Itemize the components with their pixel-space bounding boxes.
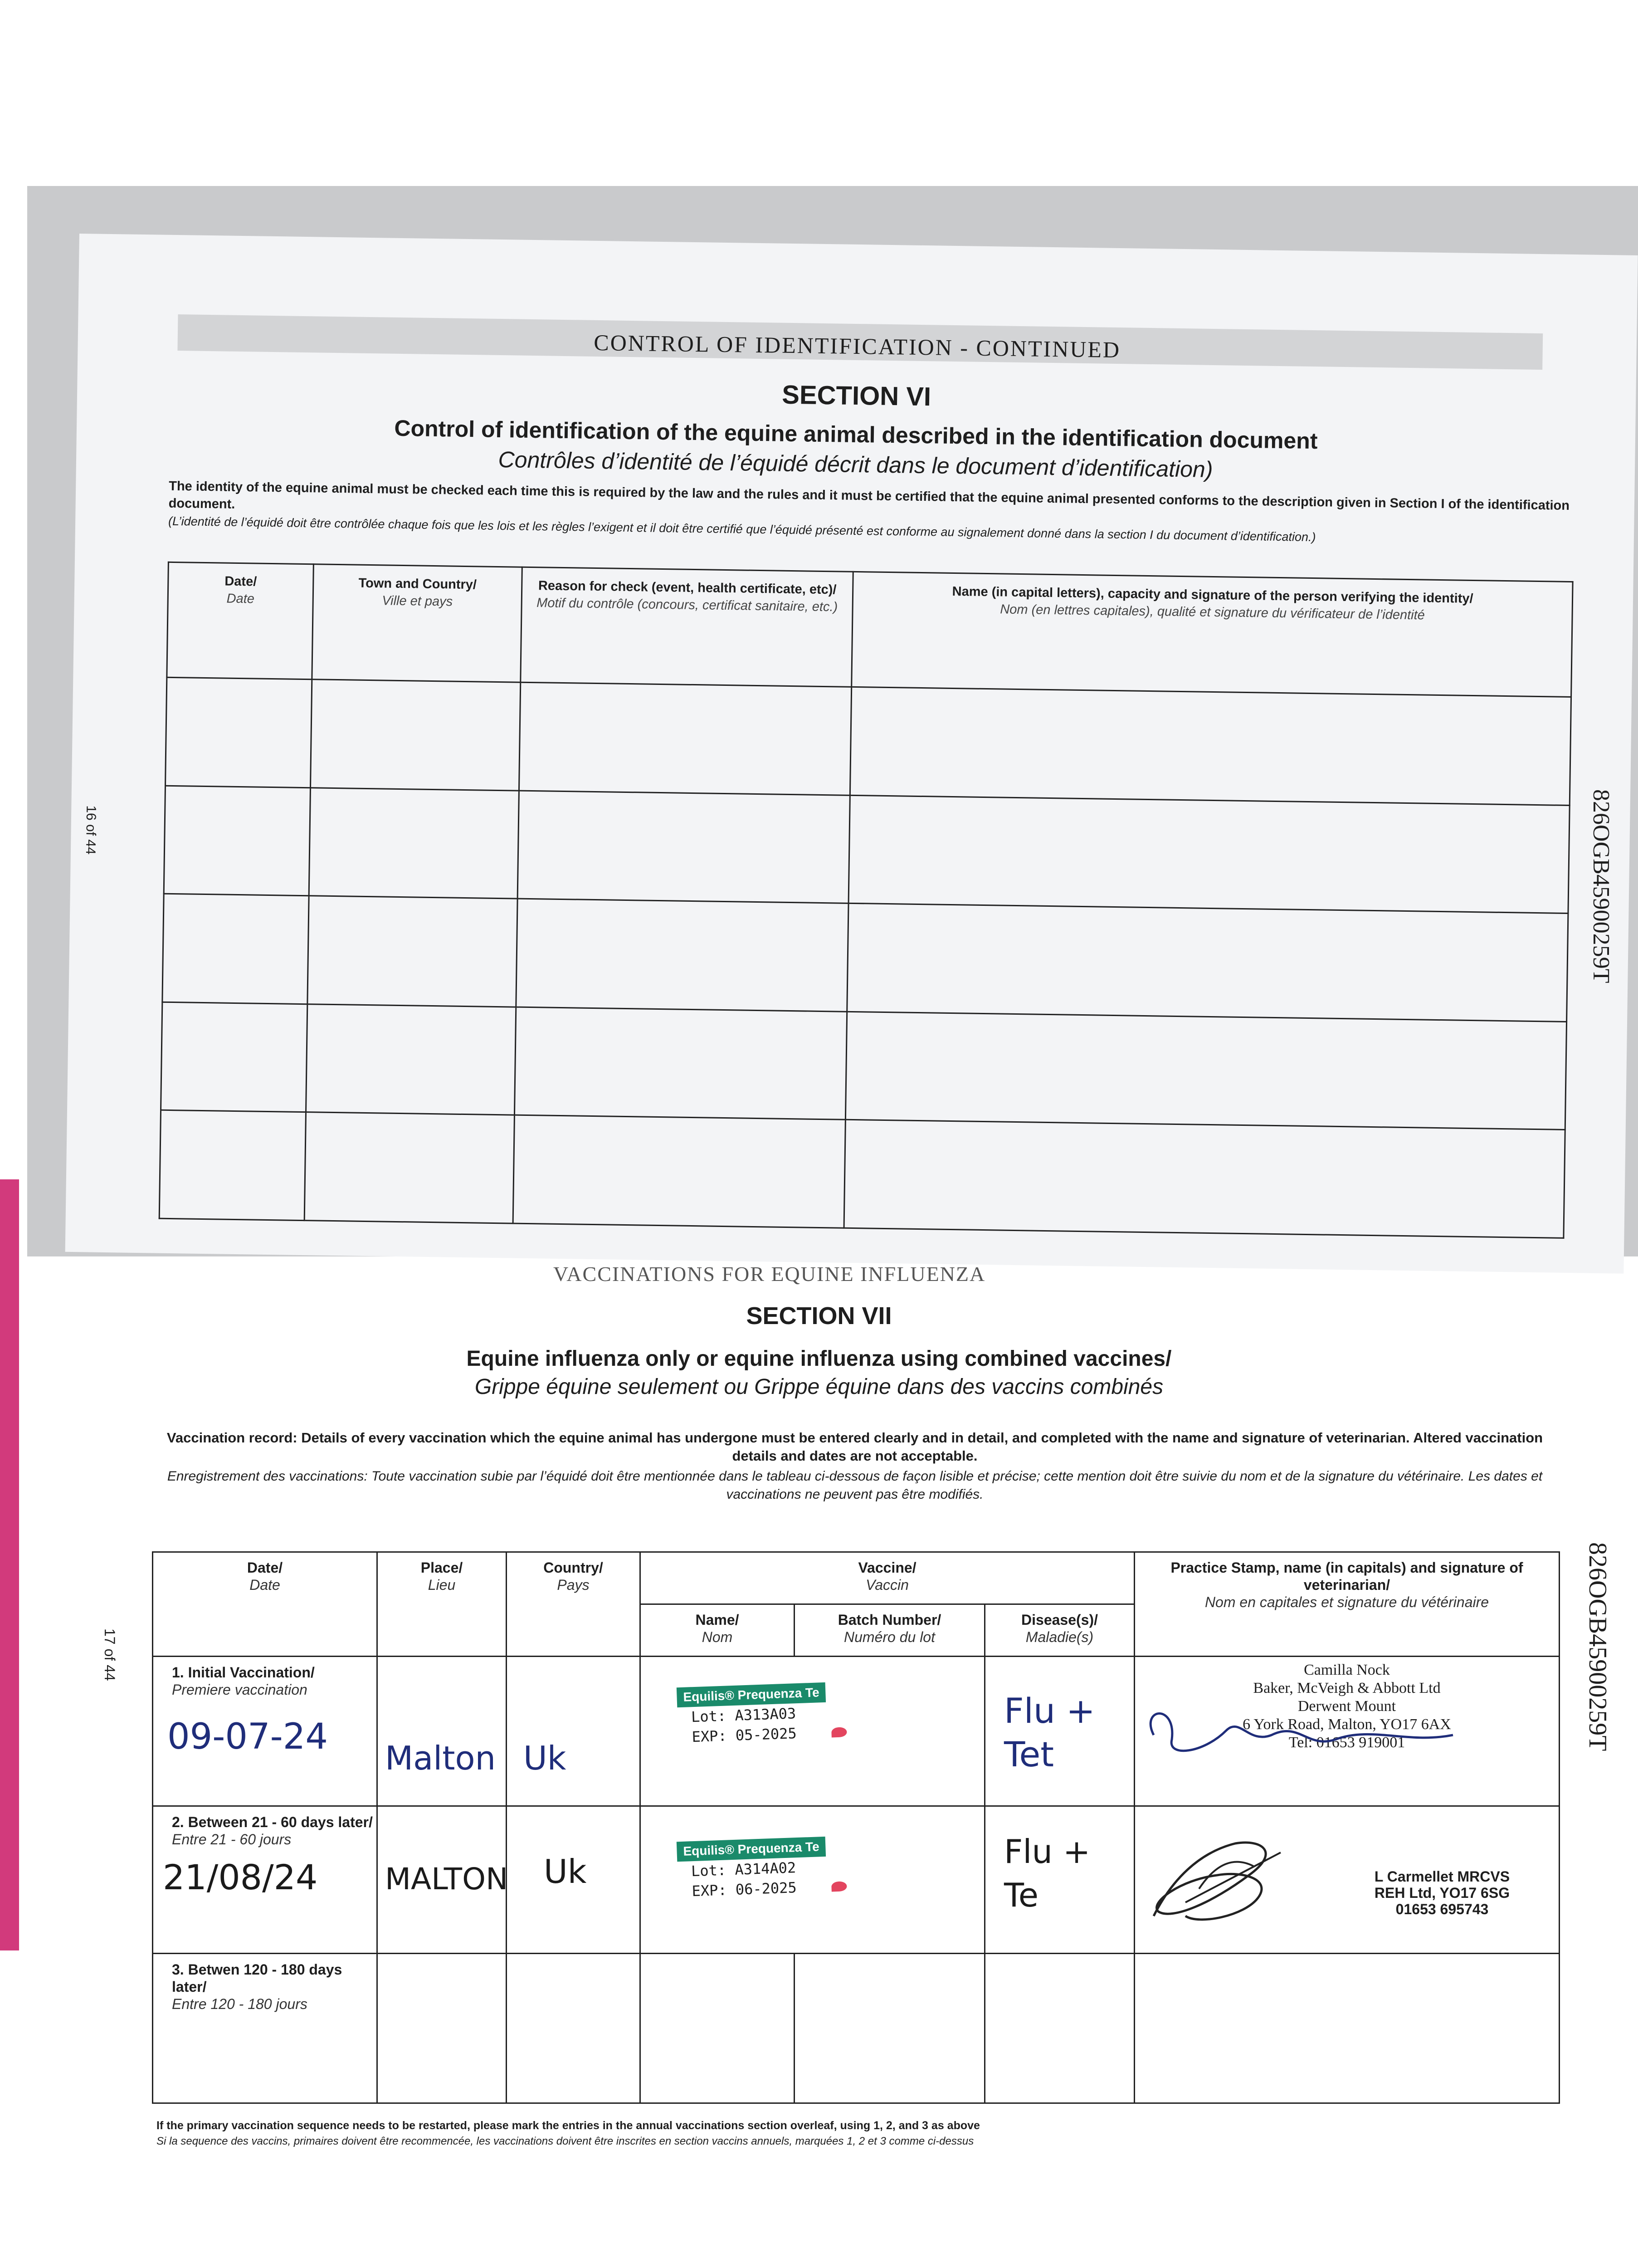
row-label-en: 3. Betwen 120 - 180 days later/ bbox=[172, 1961, 342, 1995]
table-row bbox=[166, 677, 1571, 805]
vaccine-sticker-cell bbox=[640, 1806, 985, 1954]
town-cell[interactable] bbox=[304, 1112, 514, 1223]
disease-cell[interactable] bbox=[985, 1806, 1135, 1954]
header-en: Practice Stamp, name (in capitals) and signature of veterinarian/ bbox=[1170, 1559, 1523, 1593]
stamp-cell bbox=[1135, 1657, 1560, 1806]
table-row bbox=[161, 1002, 1567, 1130]
batch-expiry: EXP: 05-2025 bbox=[691, 1725, 797, 1746]
veterinarian-signature-icon bbox=[1136, 1703, 1480, 1758]
row-label-cell bbox=[153, 1657, 377, 1806]
page-header-partial: VACCINATIONS FOR EQUINE INFLUENZA bbox=[553, 1262, 986, 1286]
page-number: 17 of 44 bbox=[102, 1628, 118, 1681]
header-fr: Vaccin bbox=[866, 1577, 909, 1593]
verifier-cell[interactable] bbox=[847, 904, 1568, 1022]
header-fr: Motif du contrôle (concours, certificat sanitaire, etc.) bbox=[536, 596, 838, 615]
column-header-date bbox=[167, 562, 314, 679]
header-en: Name/ bbox=[695, 1612, 739, 1628]
stamp-line: 6 York Road, Malton, YO17 6AX bbox=[1243, 1716, 1451, 1733]
instruction-fr: (L’identité de l’équidé doit être contrôlée chaque fois que les lois et les règles l’exigent et il doit être certifié que l’équidé présenté est conforme au signalement donné dans la section I du document d’identification.) bbox=[168, 514, 1316, 544]
batch-expiry: EXP: 06-2025 bbox=[691, 1879, 797, 1900]
header-fr: Date bbox=[249, 1577, 280, 1593]
record-instruction-fr: Enregistrement des vaccinations: Toute vaccination subie par l’équidé doit être mentionnée dans le tableau ci-dessous de façon lisible et précise; cette mention doit être suivie du nom et de la signature du vétérinaire. Les dates et vaccinations ne peuvent pas être modifiés. bbox=[167, 1469, 1543, 1502]
table-row bbox=[162, 894, 1568, 1022]
date-cell[interactable] bbox=[162, 894, 309, 1004]
row-label-en: 1. Initial Vaccination/ bbox=[172, 1664, 315, 1681]
column-header-batch bbox=[795, 1604, 985, 1657]
country-handwritten: Uk bbox=[544, 1853, 587, 1891]
verifier-cell[interactable] bbox=[848, 795, 1570, 914]
header-en: Disease(s)/ bbox=[1021, 1612, 1098, 1628]
column-header-disease bbox=[985, 1604, 1135, 1657]
place-cell[interactable] bbox=[377, 1657, 507, 1806]
country-handwritten: Uk bbox=[523, 1739, 566, 1777]
table-header-row bbox=[153, 1552, 1560, 1604]
header-en: Date/ bbox=[247, 1559, 283, 1576]
stamp-line: L Carmellet MRCVS bbox=[1374, 1868, 1510, 1885]
batch-cell[interactable] bbox=[795, 1954, 985, 2103]
column-header-reason bbox=[521, 567, 853, 687]
row-label-fr: Premiere vaccination bbox=[172, 1681, 307, 1698]
place-handwritten: Malton bbox=[385, 1739, 496, 1777]
stamp-line: Camilla Nock bbox=[1304, 1662, 1390, 1678]
column-header-country bbox=[507, 1552, 640, 1657]
stamp-line: Tel: 01653 919001 bbox=[1288, 1734, 1405, 1751]
row-label-fr: Entre 120 - 180 jours bbox=[172, 1996, 307, 2012]
vaccination-row-1 bbox=[153, 1657, 1560, 1806]
name-cell[interactable] bbox=[640, 1954, 795, 2103]
header-fr: Pays bbox=[557, 1577, 590, 1593]
reason-cell[interactable] bbox=[519, 682, 851, 795]
vaccine-brand: Equilis® Prequenza Te bbox=[677, 1682, 826, 1707]
red-marker-dot bbox=[831, 1881, 847, 1892]
place-cell[interactable] bbox=[377, 1806, 507, 1954]
header-en: Date/ bbox=[224, 574, 257, 589]
section-subtitle-en: Equine influenza only or equine influenza using combined vaccines/ bbox=[466, 1347, 1172, 1371]
header-en: Vaccine/ bbox=[858, 1559, 916, 1576]
date-cell[interactable] bbox=[166, 677, 312, 787]
disease-handwritten: Flu + Tet bbox=[1004, 1691, 1095, 1774]
town-cell[interactable] bbox=[309, 787, 519, 899]
vaccination-row-2 bbox=[153, 1806, 1560, 1954]
reason-cell[interactable] bbox=[516, 899, 848, 1012]
vaccine-sticker-cell bbox=[640, 1657, 985, 1806]
column-header-place bbox=[377, 1552, 507, 1657]
row-label-fr: Entre 21 - 60 jours bbox=[172, 1831, 292, 1848]
header-fr: Maladie(s) bbox=[1025, 1629, 1094, 1645]
date-handwritten: 21/08/24 bbox=[163, 1857, 318, 1897]
header-fr: Ville et pays bbox=[382, 593, 453, 609]
header-fr: Lieu bbox=[428, 1577, 456, 1593]
verifier-cell[interactable] bbox=[850, 687, 1571, 805]
town-cell[interactable] bbox=[307, 896, 517, 1007]
header-fr: Nom en capitales et signature du vétérinaire bbox=[1204, 1594, 1489, 1610]
column-header-stamp bbox=[1135, 1552, 1560, 1657]
veterinarian-signature-icon bbox=[1145, 1825, 1299, 1934]
reason-cell[interactable] bbox=[517, 791, 850, 904]
batch-lot: Lot: A314A02 bbox=[691, 1859, 796, 1880]
section-title: SECTION VII bbox=[746, 1302, 892, 1330]
reason-cell[interactable] bbox=[513, 1115, 845, 1228]
date-cell[interactable] bbox=[164, 786, 310, 896]
stamp-line: Derwent Mount bbox=[1297, 1698, 1396, 1715]
page-number: 16 of 44 bbox=[83, 805, 99, 855]
row-label-cell bbox=[153, 1806, 377, 1954]
header-en: Place/ bbox=[420, 1559, 463, 1576]
instruction-en: The identity of the equine animal must be checked each time this is required by the law and the rules and it must be certified that the equine animal presented conforms to the description given in Section I of the identification document. bbox=[168, 479, 1570, 513]
footer-note-fr: Si la sequence des vaccins, primaires doivent être recommencée, les vaccinations doivent être inscrites en section vaccins annuels, marquées 1, 2 et 3 comme ci-dessus bbox=[156, 2135, 974, 2147]
section-subtitle-fr: Contrôles d’identité de l’équidé décrit dans le document d’identification) bbox=[498, 446, 1213, 482]
column-header-name bbox=[640, 1604, 795, 1657]
place-handwritten: MALTON bbox=[385, 1862, 508, 1897]
disease-handwritten: Flu + Te bbox=[1004, 1833, 1091, 1914]
row-label-en: 2. Between 21 - 60 days later/ bbox=[172, 1814, 373, 1830]
header-en: Name (in capital letters), capacity and signature of the person verifying the identity/ bbox=[952, 584, 1473, 606]
town-cell[interactable] bbox=[310, 679, 520, 791]
column-header-verifier bbox=[852, 572, 1573, 697]
disease-cell[interactable] bbox=[985, 1657, 1135, 1806]
header-en: Town and Country/ bbox=[358, 576, 477, 592]
vaccine-brand: Equilis® Prequenza Te bbox=[677, 1837, 826, 1862]
passport-number-top: 826OGB45900259T bbox=[1588, 789, 1614, 983]
country-cell[interactable] bbox=[507, 1954, 640, 2103]
country-cell[interactable] bbox=[507, 1806, 640, 1954]
vaccine-label-sticker bbox=[677, 1836, 842, 1901]
header-fr: Numéro du lot bbox=[844, 1629, 935, 1645]
header-fr: Nom bbox=[702, 1629, 733, 1645]
place-cell[interactable] bbox=[377, 1954, 507, 2103]
record-instruction-en: Vaccination record: Details of every vaccination which the equine animal has undergone must be entered clearly and in detail, and completed with the name and signature of veterinarian. Altered vaccination details and dates are not acceptable. bbox=[166, 1430, 1543, 1464]
section-subtitle-fr: Grippe équine seulement ou Grippe équine dans des vaccins combinés bbox=[474, 1375, 1164, 1399]
stamp-line: Baker, McVeigh & Abbott Ltd bbox=[1253, 1680, 1441, 1696]
column-header-vaccine bbox=[640, 1552, 1135, 1604]
header-en: Country/ bbox=[543, 1559, 603, 1576]
country-cell[interactable] bbox=[507, 1657, 640, 1806]
identity-check-table bbox=[159, 562, 1574, 1239]
vaccination-row-3 bbox=[153, 1954, 1560, 2103]
practice-stamp bbox=[1326, 1868, 1558, 1917]
header-fr: Date bbox=[226, 591, 255, 606]
date-cell[interactable] bbox=[161, 1002, 307, 1112]
header-en: Batch Number/ bbox=[838, 1612, 941, 1628]
header-fr: Nom (en lettres capitales), qualité et signature du vérificateur de l’identité bbox=[1000, 602, 1425, 623]
page-16 bbox=[65, 234, 1638, 1274]
date-cell[interactable] bbox=[159, 1110, 306, 1221]
town-cell[interactable] bbox=[306, 1004, 516, 1115]
pink-background-strip bbox=[0, 1179, 19, 1950]
disease-cell[interactable] bbox=[985, 1954, 1135, 2103]
column-header-date bbox=[153, 1552, 377, 1657]
vaccination-table bbox=[152, 1551, 1560, 2104]
header-en: Reason for check (event, health certificate, etc)/ bbox=[538, 578, 837, 597]
stamp-cell bbox=[1135, 1806, 1560, 1954]
red-marker-dot bbox=[831, 1727, 847, 1737]
section-subtitle-en: Control of identification of the equine animal described in the identification document bbox=[394, 415, 1318, 454]
reason-cell[interactable] bbox=[514, 1007, 847, 1120]
page-header: CONTROL OF IDENTIFICATION - CONTINUED bbox=[593, 329, 1121, 363]
row-label-cell bbox=[153, 1954, 377, 2103]
stamp-line: 01653 695743 bbox=[1395, 1901, 1489, 1917]
table-header-row bbox=[167, 562, 1573, 697]
verifier-cell[interactable] bbox=[844, 1120, 1565, 1238]
vaccine-label-sticker bbox=[677, 1682, 842, 1747]
stamp-line: REH Ltd, YO17 6SG bbox=[1374, 1885, 1510, 1901]
batch-lot: Lot: A313A03 bbox=[691, 1705, 796, 1726]
verifier-cell[interactable] bbox=[845, 1012, 1566, 1130]
footer-note-en: If the primary vaccination sequence needs to be restarted, please mark the entries in the annual vaccinations section overleaf, using 1, 2, and 3 as above bbox=[156, 2119, 980, 2132]
stamp-cell[interactable] bbox=[1135, 1954, 1560, 2103]
date-handwritten: 09-07-24 bbox=[167, 1716, 328, 1757]
column-header-town bbox=[312, 564, 522, 682]
table-row bbox=[159, 1110, 1565, 1238]
section-title: SECTION VI bbox=[781, 380, 931, 412]
passport-number-bottom: 826OGB45900259T bbox=[1584, 1542, 1612, 1751]
table-row bbox=[164, 786, 1570, 914]
